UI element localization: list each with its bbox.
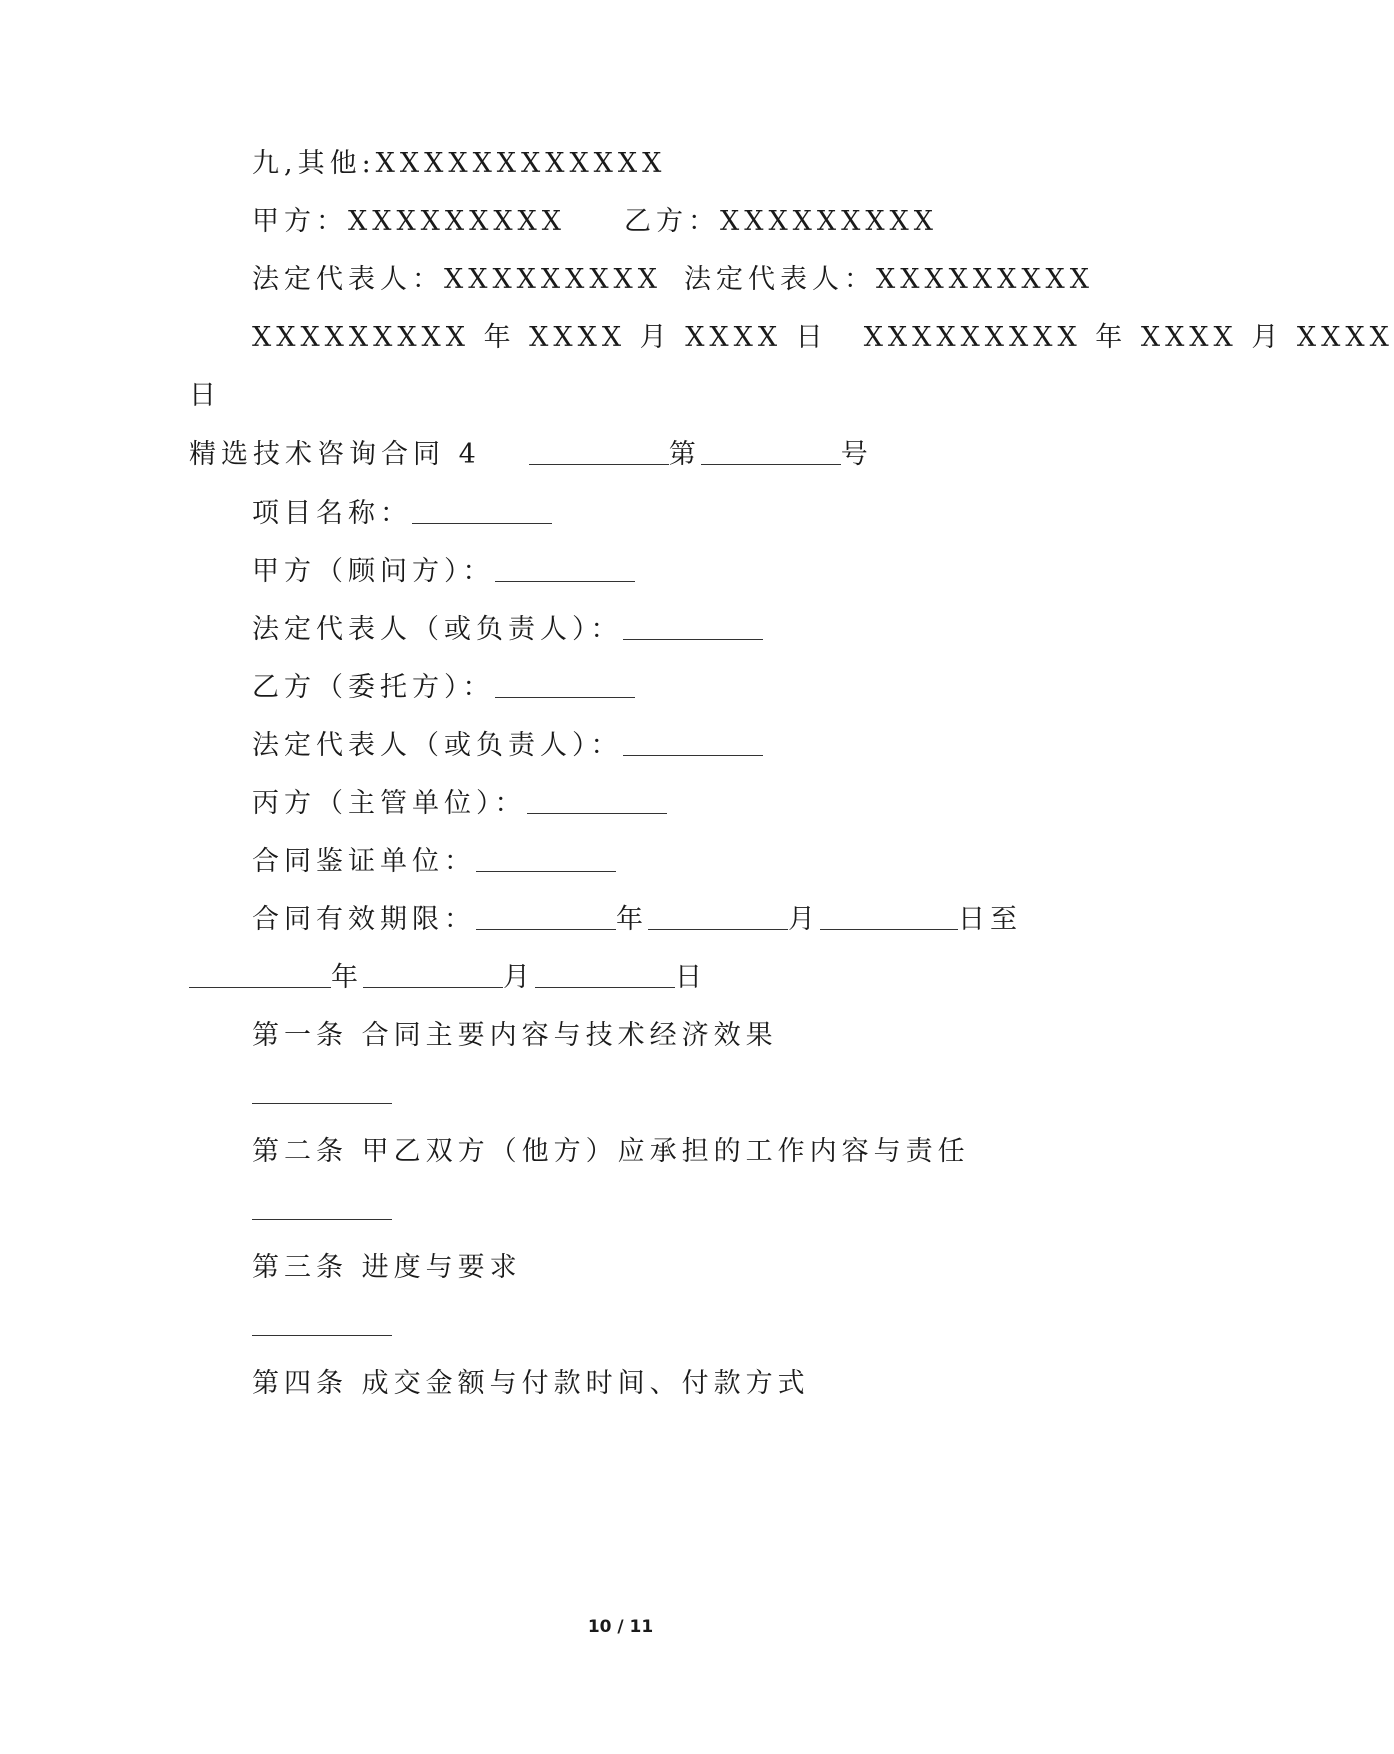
- verification-row: [252, 844, 616, 880]
- legal-rep-2-label: 法定代表人（或负责人）：: [252, 730, 623, 761]
- contract-no-end: 号: [840, 439, 873, 470]
- article-2-blank[interactable]: [252, 1193, 392, 1220]
- verification-label: 合同鉴证单位：: [252, 846, 476, 877]
- validity-end-year-label: 年: [331, 962, 363, 993]
- clause-other: 九,其他:XXXXXXXXXXXX: [252, 148, 667, 179]
- article-1-blank-row: [252, 1076, 392, 1112]
- party-b-row: [252, 670, 635, 706]
- legal-rep-1-row: [252, 612, 763, 648]
- signature-reps-row: [252, 262, 1094, 298]
- legal-rep-1-blank[interactable]: [623, 613, 763, 640]
- party-a-consultant-label: 甲方（顾问方）：: [252, 556, 495, 587]
- page-number: 10 / 11: [587, 1617, 654, 1637]
- validity-end-month-label: 月: [503, 962, 535, 993]
- validity-start-month-blank[interactable]: [648, 903, 788, 930]
- validity-month-label: 月: [788, 904, 820, 935]
- validity-end-day-blank[interactable]: [535, 961, 675, 988]
- validity-end-day-label: 日: [675, 962, 707, 993]
- party-c-row: [252, 786, 667, 822]
- project-name-row: [252, 496, 552, 532]
- party-a-row: [252, 554, 635, 590]
- party-a-blank[interactable]: [495, 555, 635, 582]
- signature-dates-row: [252, 320, 1394, 356]
- date-b: XXXXXXXXX 年 XXXX 月 XXXX: [863, 322, 1394, 353]
- party-a-label: 甲方：XXXXXXXXX: [252, 206, 566, 237]
- legal-rep-2-blank[interactable]: [623, 729, 763, 756]
- party-c-label: 丙方（主管单位）：: [252, 788, 527, 819]
- validity-row: [252, 902, 1022, 938]
- party-b-blank[interactable]: [495, 671, 635, 698]
- article-1-heading: 第一条 合同主要内容与技术经济效果: [252, 1020, 778, 1051]
- article-2-blank-row: [252, 1192, 392, 1228]
- contract-title: 精选技术咨询合同 4: [189, 439, 481, 470]
- contract-no-blank-2[interactable]: [701, 438, 841, 465]
- verification-blank[interactable]: [476, 845, 616, 872]
- contract-no-blank-1[interactable]: [529, 438, 669, 465]
- validity-label: 合同有效期限：: [252, 904, 476, 935]
- validity-end-row: [189, 960, 707, 996]
- article-1-blank[interactable]: [252, 1077, 392, 1104]
- validity-end-year-blank[interactable]: [189, 961, 331, 988]
- contract-title-row: [189, 437, 873, 473]
- party-b-label: 乙方：XXXXXXXXX: [624, 206, 938, 237]
- validity-end-month-blank[interactable]: [363, 961, 503, 988]
- validity-start-day-blank[interactable]: [820, 903, 958, 930]
- legal-rep-1-label: 法定代表人（或负责人）：: [252, 614, 623, 645]
- rep-b-label: 法定代表人：XXXXXXXXX: [684, 264, 1094, 295]
- party-c-blank[interactable]: [527, 787, 667, 814]
- date-a: XXXXXXXXX 年 XXXX 月 XXXX 日: [252, 322, 828, 353]
- article-3-blank-row: [252, 1308, 392, 1344]
- article-2-heading: 第二条 甲乙双方（他方）应承担的工作内容与责任: [252, 1136, 970, 1167]
- party-b-client-label: 乙方（委托方）：: [252, 672, 495, 703]
- article-3-heading: 第三条 进度与要求: [252, 1252, 522, 1283]
- project-name-blank[interactable]: [412, 497, 552, 524]
- article-3-blank[interactable]: [252, 1309, 392, 1336]
- validity-year-label: 年: [616, 904, 648, 935]
- project-name-label: 项目名称：: [252, 498, 412, 529]
- validity-start-year-blank[interactable]: [476, 903, 616, 930]
- date-b-wrap: 日: [189, 380, 221, 411]
- article-4-heading: 第四条 成交金额与付款时间、付款方式: [252, 1368, 810, 1399]
- signature-parties-row: [252, 204, 938, 240]
- legal-rep-2-row: [252, 728, 763, 764]
- rep-a-label: 法定代表人：XXXXXXXXX: [252, 264, 662, 295]
- contract-no-mid: 第: [668, 439, 701, 470]
- validity-day-to-label: 日至: [958, 904, 1022, 935]
